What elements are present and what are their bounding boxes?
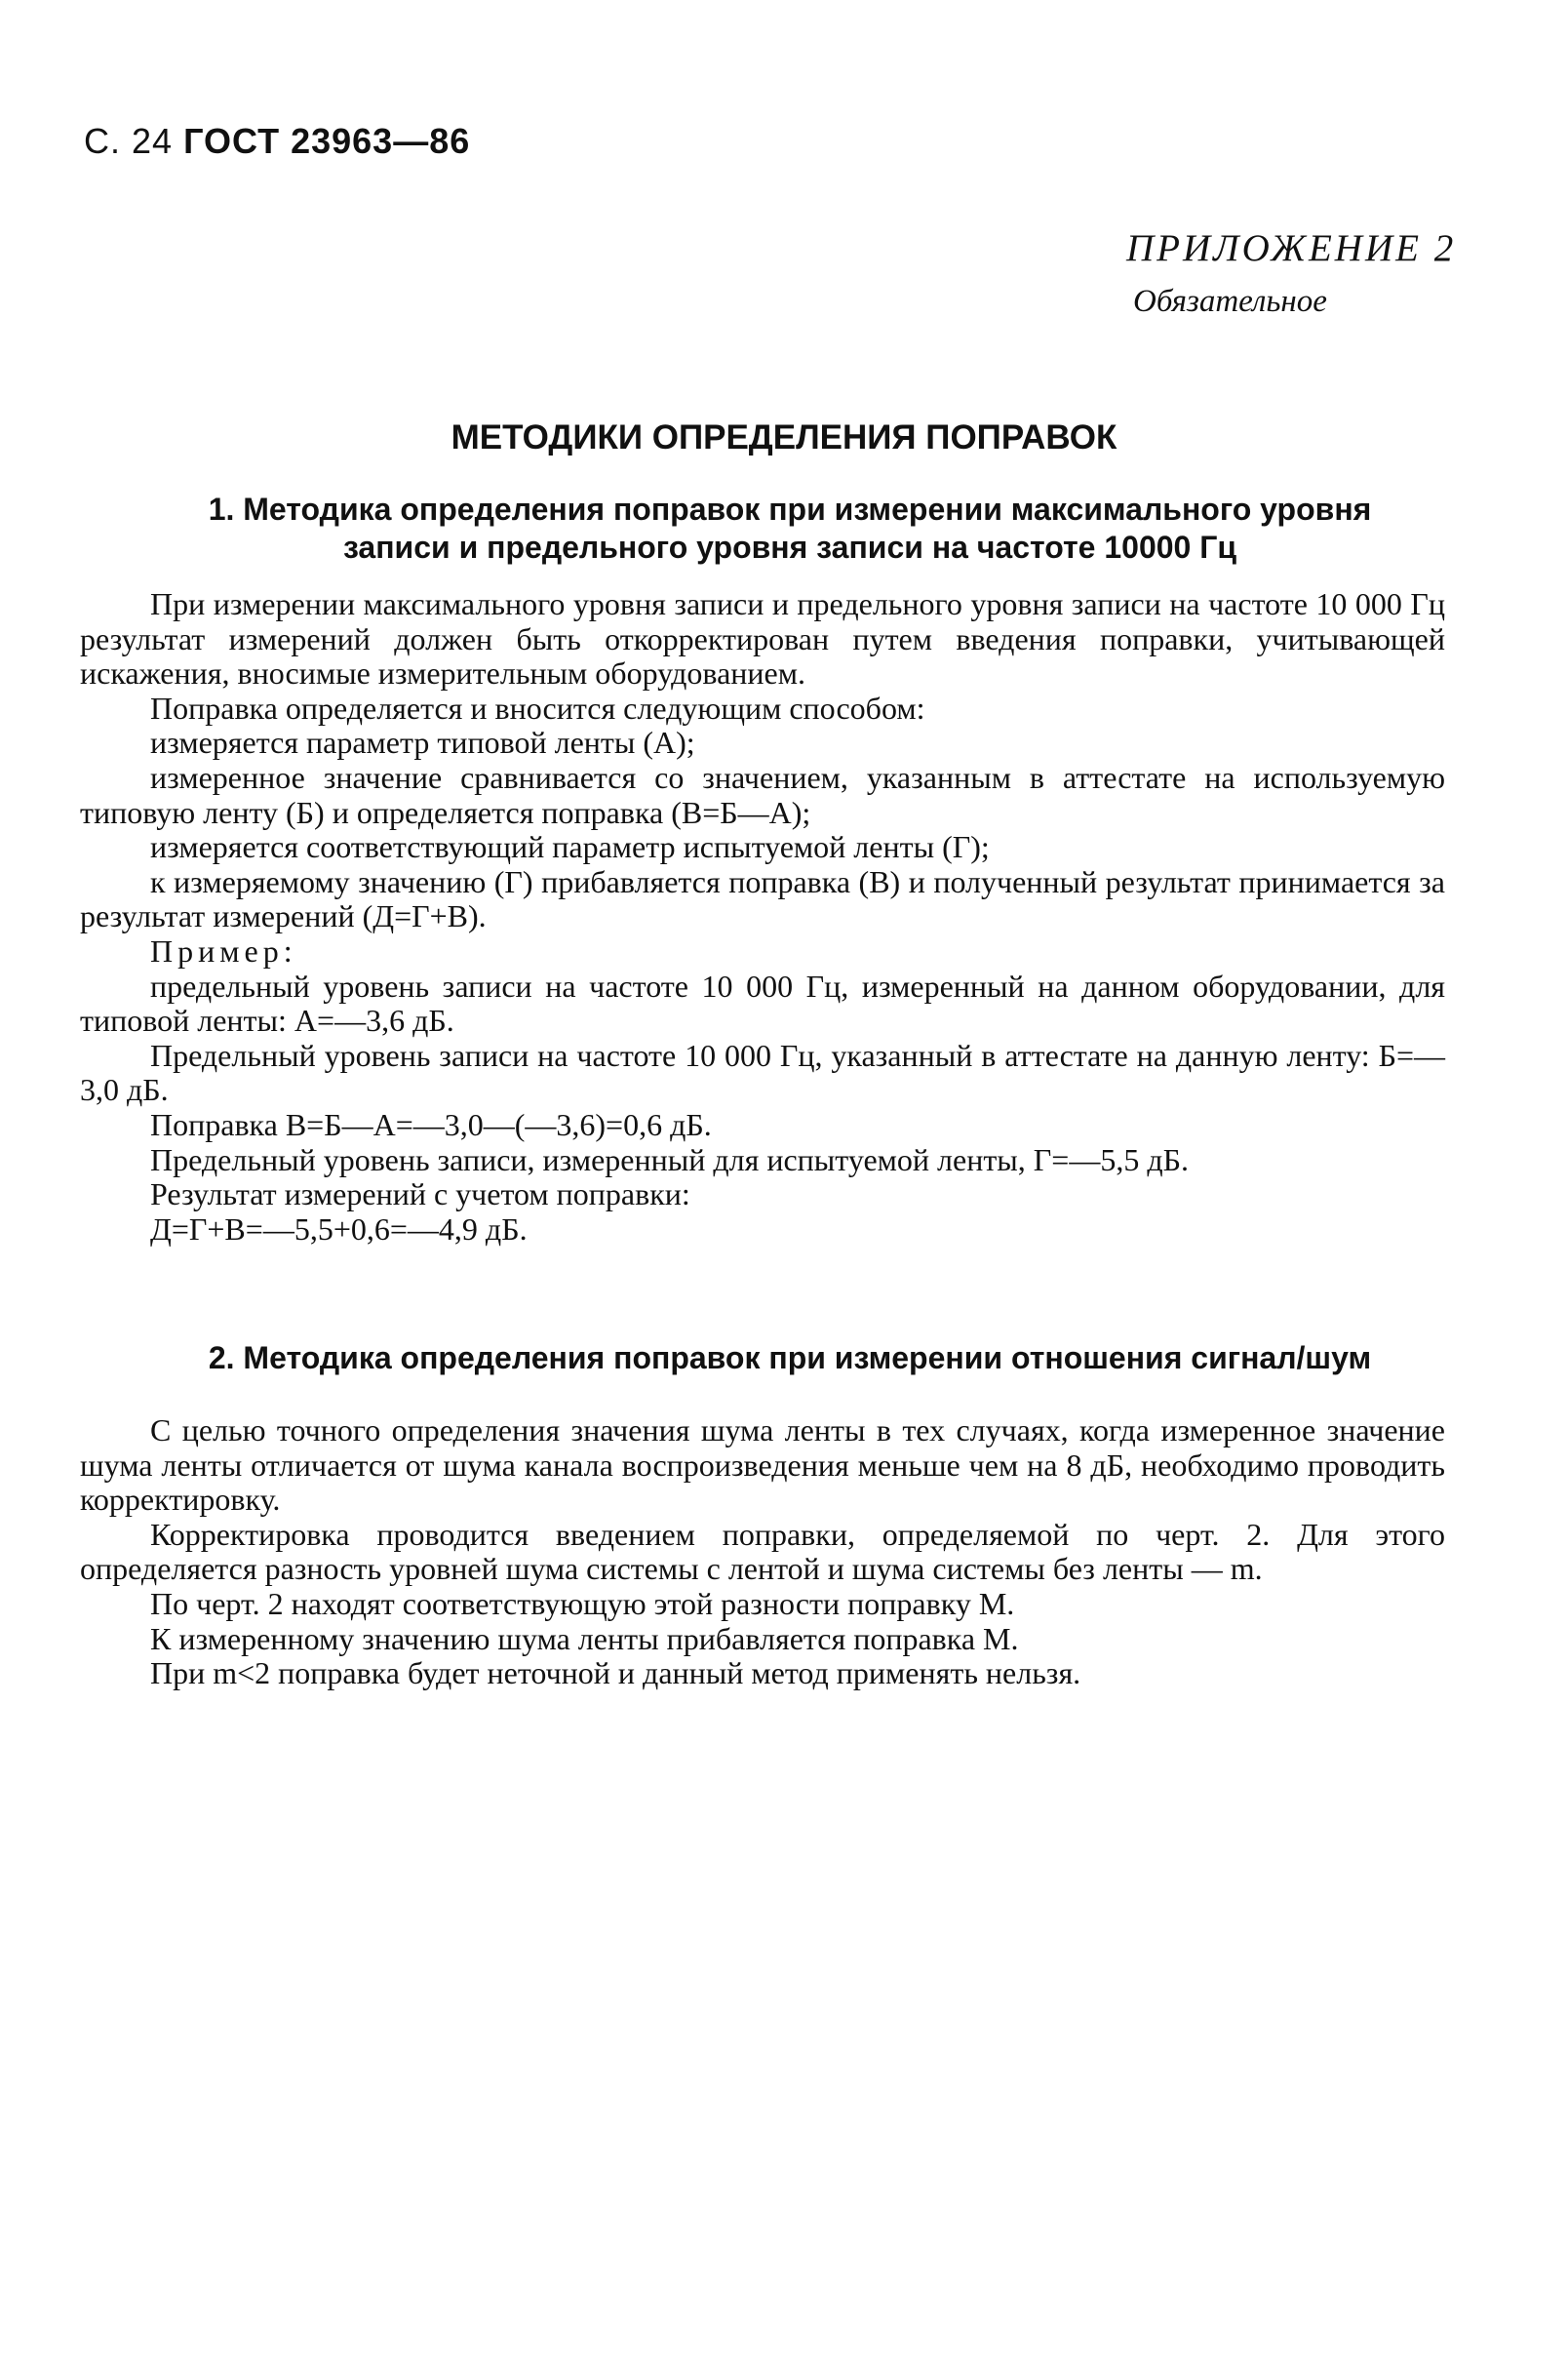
paragraph: Поправка B=Б—A=—3,0—(—3,6)=0,6 дБ.	[150, 1106, 712, 1142]
section-1-body	[80, 587, 1445, 1247]
paragraph: измеренное значение сравнивается со значением, указанным в аттестате на используемую типовую ленту (Б) и определяется поправка (B=Б—A);	[80, 759, 1445, 830]
section-2-body	[80, 1413, 1445, 1691]
paragraph: При измерении максимального уровня записи и предельного уровня записи на частоте 10 000 Гц результат измерений должен быть откорректирован путем введения поправки, учитывающей искажения, вносимые измерительным оборудованием.	[80, 586, 1445, 692]
paragraph: Корректировка проводится введением поправки, определяемой по черт. 2. Для этого определяется разность уровней шума системы с лентой и шума системы без ленты — m.	[80, 1516, 1445, 1587]
paragraph: Предельный уровень записи на частоте 10 000 Гц, указанный в аттестате на данную ленту: Б=—3,0 дБ.	[80, 1037, 1445, 1108]
appendix-status: Обязательное	[1133, 284, 1327, 319]
section-1-heading-line-1: 1. Методика определения поправок при измерении максимального уровня	[208, 492, 1372, 527]
example-label: Пример:	[150, 932, 297, 969]
paragraph: К измеренному значению шума ленты прибавляется поправка M.	[150, 1620, 1019, 1656]
paragraph: По черт. 2 находят соответствующую этой разности поправку M.	[150, 1585, 1015, 1621]
paragraph: Предельный уровень записи, измеренный для испытуемой ленты, Г=—5,5 дБ.	[150, 1141, 1189, 1177]
appendix-title: ПРИЛОЖЕНИЕ 2	[1126, 227, 1457, 269]
section-2-heading: 2. Методика определения поправок при измерении отношения сигнал/шум	[208, 1340, 1372, 1375]
paragraph: С целью точного определения значения шума ленты в тех случаях, когда измеренное значение шума ленты отличается от шума канала воспроизведения меньше чем на 8 дБ, необходимо проводить корректировку.	[80, 1412, 1445, 1518]
formula: Д=Г+B=—5,5+0,6=—4,9 дБ.	[150, 1210, 528, 1247]
document-title: МЕТОДИКИ ОПРЕДЕЛЕНИЯ ПОПРАВОК	[451, 418, 1117, 456]
paragraph: предельный уровень записи на частоте 10 000 Гц, измеренный на данном оборудовании, для типовой ленты: A=—3,6 дБ.	[80, 968, 1445, 1039]
paragraph: измеряется соответствующий параметр испытуемой ленты (Г);	[150, 829, 990, 865]
paragraph: Поправка определяется и вносится следующим способом:	[150, 690, 925, 726]
page-number: С. 24	[84, 121, 174, 161]
paragraph: При m<2 поправка будет неточной и данный метод применять нельзя.	[150, 1655, 1081, 1691]
paragraph: Результат измерений с учетом поправки:	[150, 1176, 690, 1212]
section-1-heading	[127, 491, 1453, 567]
running-header	[84, 121, 470, 162]
paragraph: к измеряемому значению (Г) прибавляется поправка (B) и полученный результат принимается за результат измерений (Д=Г+B).	[80, 863, 1445, 934]
standard-number: ГОСТ 23963—86	[183, 121, 471, 161]
paragraph: измеряется параметр типовой ленты (A);	[150, 725, 695, 761]
section-1-heading-line-2: записи и предельного уровня записи на частоте 10000 Гц	[342, 530, 1237, 565]
